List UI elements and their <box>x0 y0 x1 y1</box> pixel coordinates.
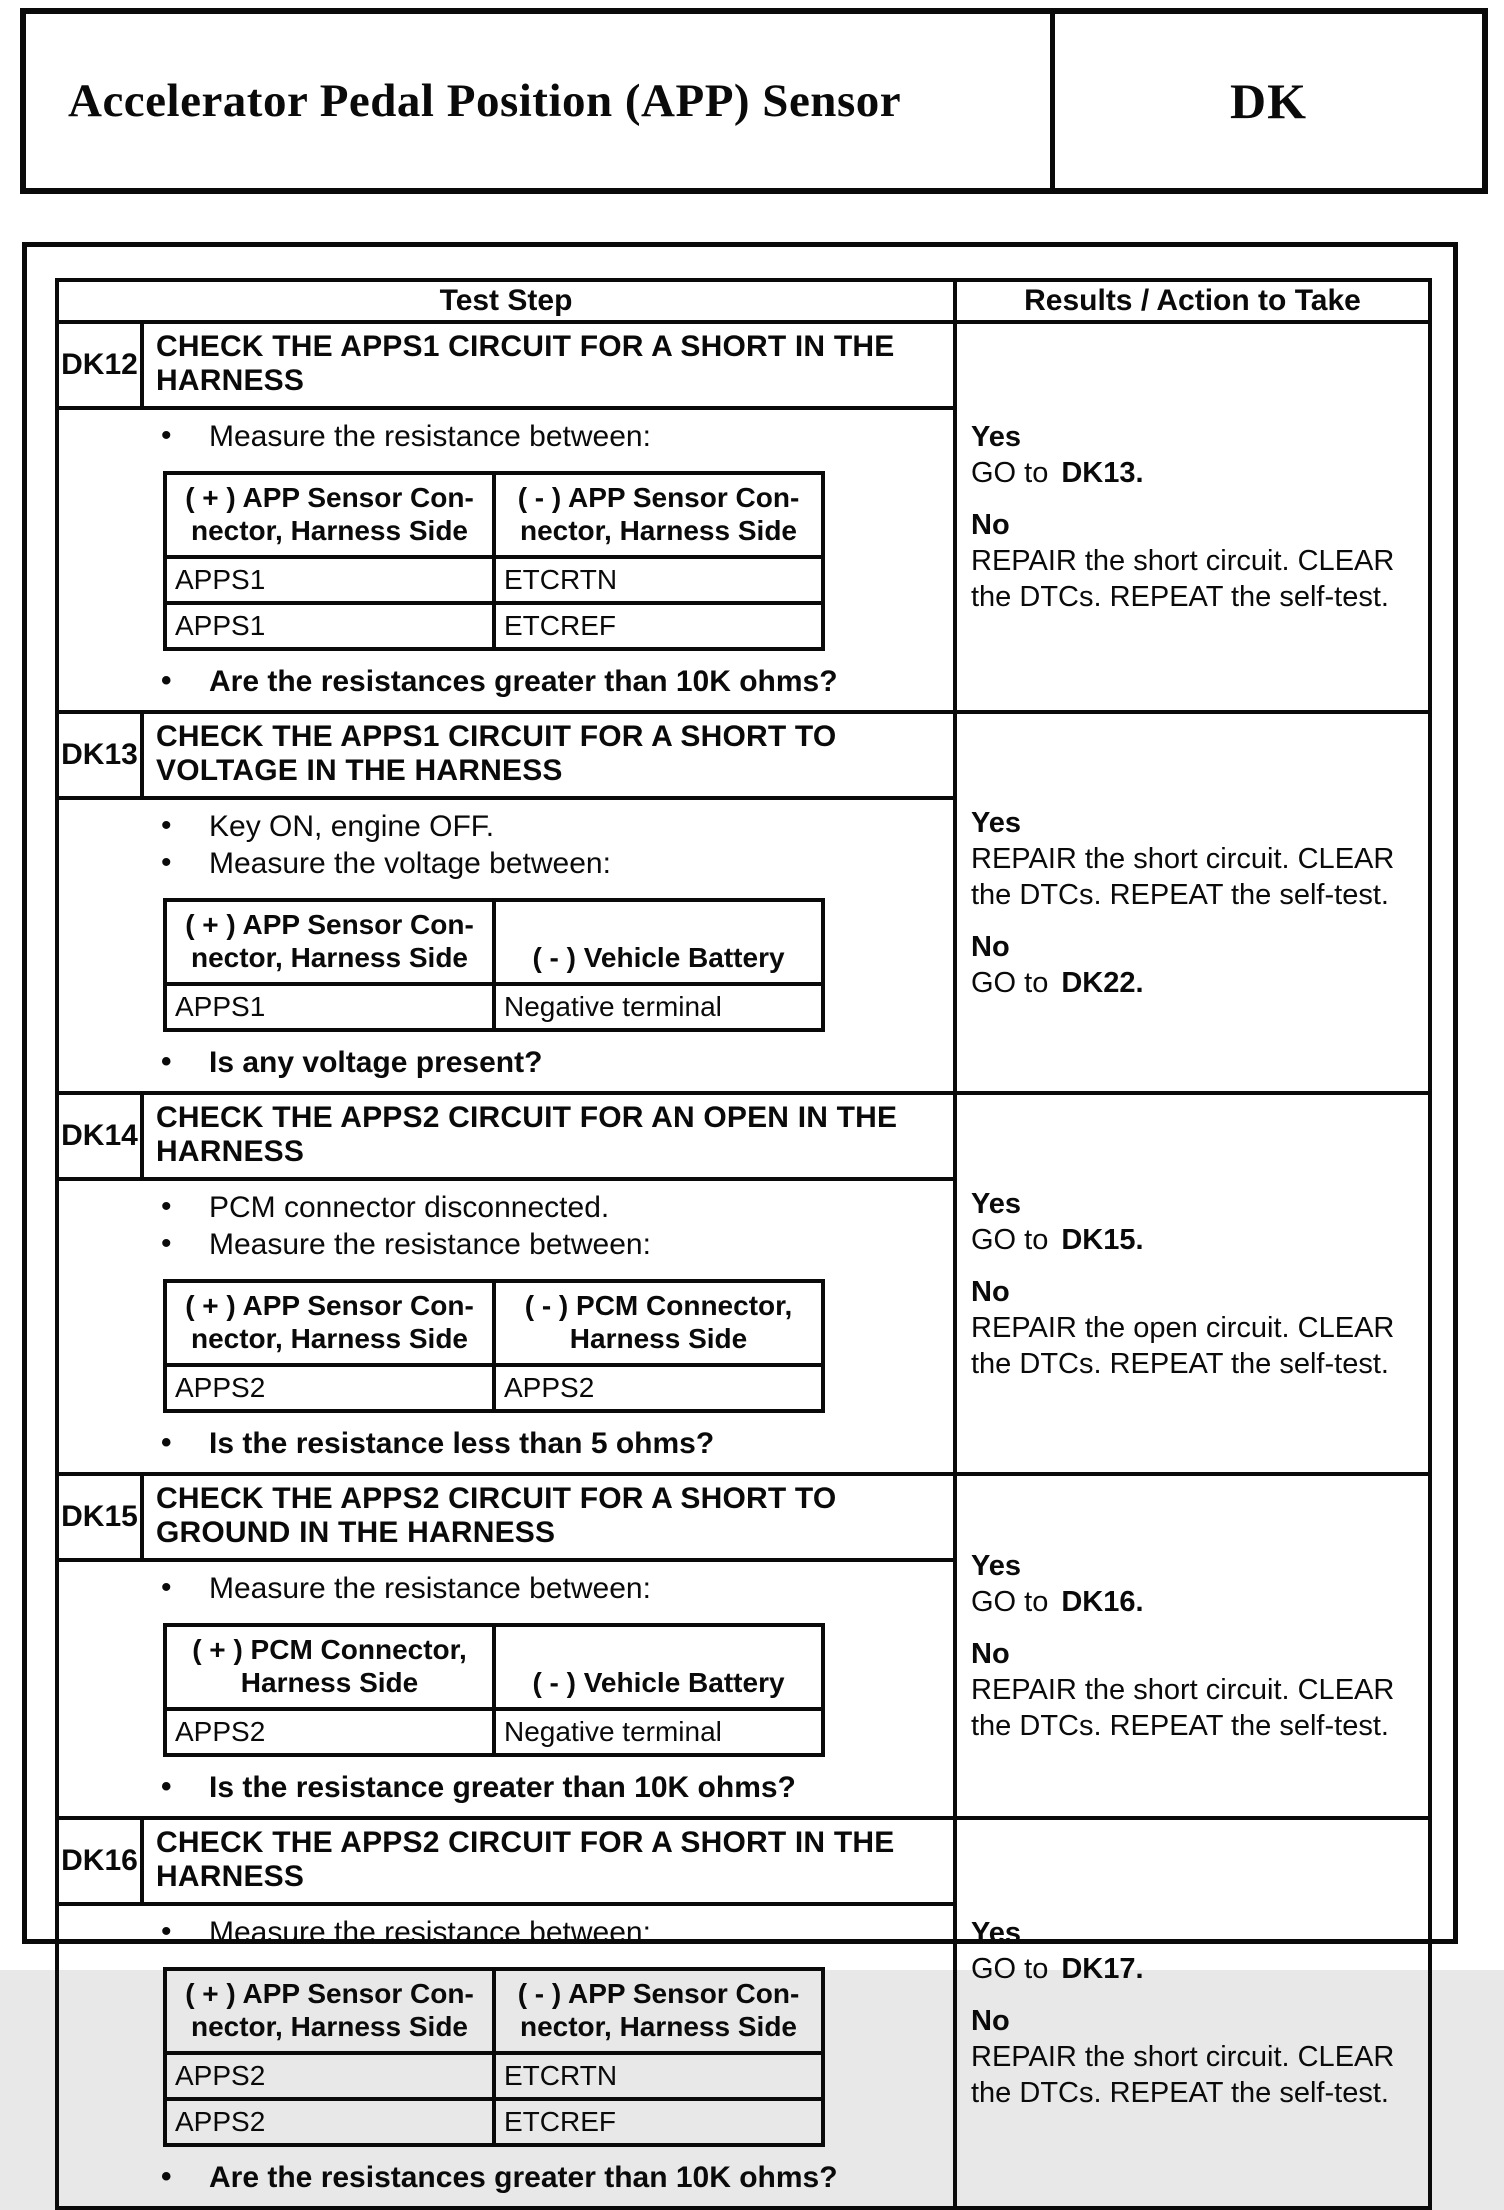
measurement-cell: ETCRTN <box>494 2053 823 2099</box>
step-body-dk16 <box>57 1904 955 2208</box>
measurement-row <box>165 2099 823 2145</box>
measurement-cell: APPS2 <box>165 2053 494 2099</box>
measurement-header-positive: ( + ) APP Sensor Con- nector, Harness Side <box>165 473 494 557</box>
measurement-row <box>165 557 823 603</box>
section-dk16-title-row <box>57 1818 1430 1904</box>
goto-ref: DK17. <box>1061 1953 1144 1985</box>
step-body-dk13 <box>57 798 955 1093</box>
measurement-cell: APPS2 <box>165 2099 494 2145</box>
result-no: No REPAIR the open circuit. CLEAR the DTCs. REPEAT the self-test. <box>971 1275 1395 1380</box>
measurement-cell: APPS2 <box>165 1709 494 1755</box>
measurement-header-positive: ( + ) PCM Connector, Harness Side <box>165 1625 494 1709</box>
measurement-cell: APPS1 <box>165 984 494 1030</box>
measurement-table <box>163 898 825 1032</box>
measurement-header-positive: ( + ) APP Sensor Con- nector, Harness Side <box>165 1281 494 1365</box>
result-yes: Yes GO to DK16. <box>971 1550 1144 1618</box>
step-question: • Is any voltage present? <box>159 1044 943 1081</box>
result-yes: Yes GO to DK13. <box>971 421 1144 489</box>
results-dk15 <box>955 1474 1430 1818</box>
step-question: • Are the resistances greater than 10K ohms? <box>159 2159 943 2196</box>
diagnostic-table <box>55 278 1432 2210</box>
bullet-item: • Measure the resistance between: <box>159 1914 943 1951</box>
step-id-dk12: DK12 <box>57 322 142 408</box>
step-title-dk12: CHECK THE APPS1 CIRCUIT FOR A SHORT IN THE HARNESS <box>142 322 955 408</box>
goto-ref: DK16. <box>1061 1586 1144 1618</box>
result-no: No GO to DK22. <box>971 930 1144 999</box>
page-header <box>20 8 1488 194</box>
measurement-cell: ETCREF <box>494 2099 823 2145</box>
result-no: No REPAIR the short circuit. CLEAR the DTCs. REPEAT the self-test. <box>971 2005 1395 2109</box>
measurement-header-negative: ( - ) APP Sensor Con- nector, Harness Side <box>494 473 823 557</box>
measurement-cell: ETCREF <box>494 603 823 649</box>
section-dk14-title-row <box>57 1093 1430 1179</box>
measurement-cell: ETCRTN <box>494 557 823 603</box>
measurement-header-negative: ( - ) APP Sensor Con- nector, Harness Side <box>494 1969 823 2053</box>
measurement-cell: Negative terminal <box>494 984 823 1030</box>
step-id-dk13: DK13 <box>57 712 142 798</box>
measurement-cell: APPS1 <box>165 557 494 603</box>
measurement-table <box>163 471 825 651</box>
bullet-item: • Measure the resistance between: <box>159 1570 943 1607</box>
measurement-row <box>165 2053 823 2099</box>
result-no: No REPAIR the short circuit. CLEAR the DTCs. REPEAT the self-test. <box>971 1638 1395 1742</box>
column-header-results: Results / Action to Take <box>955 280 1430 322</box>
result-yes: Yes REPAIR the short circuit. CLEAR the DTCs. REPEAT the self-test. <box>971 806 1395 911</box>
bullet-item: • Measure the resistance between: <box>159 1226 943 1263</box>
page-title: Accelerator Pedal Position (APP) Sensor <box>68 75 902 127</box>
measurement-table <box>163 1279 825 1413</box>
step-title-dk14: CHECK THE APPS2 CIRCUIT FOR AN OPEN IN THE HARNESS <box>142 1093 955 1179</box>
step-title-dk13: CHECK THE APPS1 CIRCUIT FOR A SHORT TO VOLTAGE IN THE HARNESS <box>142 712 955 798</box>
measurement-row <box>165 603 823 649</box>
measurement-table <box>163 1967 825 2147</box>
section-code: DK <box>1230 73 1307 129</box>
measurement-header-positive: ( + ) APP Sensor Con- nector, Harness Side <box>165 900 494 984</box>
section-dk12-title-row <box>57 322 1430 408</box>
step-id-dk16: DK16 <box>57 1818 142 1904</box>
section-dk15-title-row <box>57 1474 1430 1560</box>
step-body-dk14 <box>57 1179 955 1474</box>
measurement-cell: Negative terminal <box>494 1709 823 1755</box>
column-header-test-step: Test Step <box>57 280 955 322</box>
step-title-dk16: CHECK THE APPS2 CIRCUIT FOR A SHORT IN THE HARNESS <box>142 1818 955 1904</box>
measurement-row <box>165 984 823 1030</box>
step-id-dk14: DK14 <box>57 1093 142 1179</box>
result-no: No REPAIR the short circuit. CLEAR the DTCs. REPEAT the self-test. <box>971 509 1395 613</box>
bullet-item: • Measure the resistance between: <box>159 418 943 455</box>
results-dk12 <box>955 322 1430 712</box>
step-question: • Is the resistance less than 5 ohms? <box>159 1425 943 1462</box>
results-dk14 <box>955 1093 1430 1474</box>
results-dk13 <box>955 712 1430 1093</box>
measurement-header-negative: ( - ) Vehicle Battery <box>494 1625 823 1709</box>
bullet-item: • Measure the voltage between: <box>159 845 943 882</box>
measurement-cell: APPS2 <box>494 1365 823 1411</box>
bullet-item: • Key ON, engine OFF. <box>159 808 943 845</box>
step-question: • Are the resistances greater than 10K ohms? <box>159 663 943 700</box>
measurement-header-negative: ( - ) Vehicle Battery <box>494 900 823 984</box>
bullet-item: • PCM connector disconnected. <box>159 1189 943 1226</box>
section-dk13-title-row <box>57 712 1430 798</box>
step-question: • Is the resistance greater than 10K ohms? <box>159 1769 943 1806</box>
step-body-dk12 <box>57 408 955 712</box>
test-steps-panel <box>22 242 1458 2194</box>
result-yes: Yes GO to DK15. <box>971 1187 1144 1256</box>
measurement-header-negative: ( - ) PCM Connector, Harness Side <box>494 1281 823 1365</box>
measurement-header-positive: ( + ) APP Sensor Con- nector, Harness Side <box>165 1969 494 2053</box>
measurement-cell: APPS1 <box>165 603 494 649</box>
section-code-cell <box>1050 14 1482 188</box>
goto-ref: DK15. <box>1061 1223 1144 1256</box>
step-id-dk15: DK15 <box>57 1474 142 1560</box>
step-body-dk15 <box>57 1560 955 1818</box>
results-dk16 <box>955 1818 1430 2208</box>
page-title-cell <box>26 14 1050 188</box>
goto-ref: DK13. <box>1061 457 1144 489</box>
measurement-row <box>165 1709 823 1755</box>
table-header-row <box>57 280 1430 322</box>
measurement-table <box>163 1623 825 1757</box>
result-yes: Yes GO to DK17. <box>971 1917 1144 1985</box>
goto-ref: DK22. <box>1061 966 1144 999</box>
measurement-row <box>165 1365 823 1411</box>
step-title-dk15: CHECK THE APPS2 CIRCUIT FOR A SHORT TO GROUND IN THE HARNESS <box>142 1474 955 1560</box>
measurement-cell: APPS2 <box>165 1365 494 1411</box>
